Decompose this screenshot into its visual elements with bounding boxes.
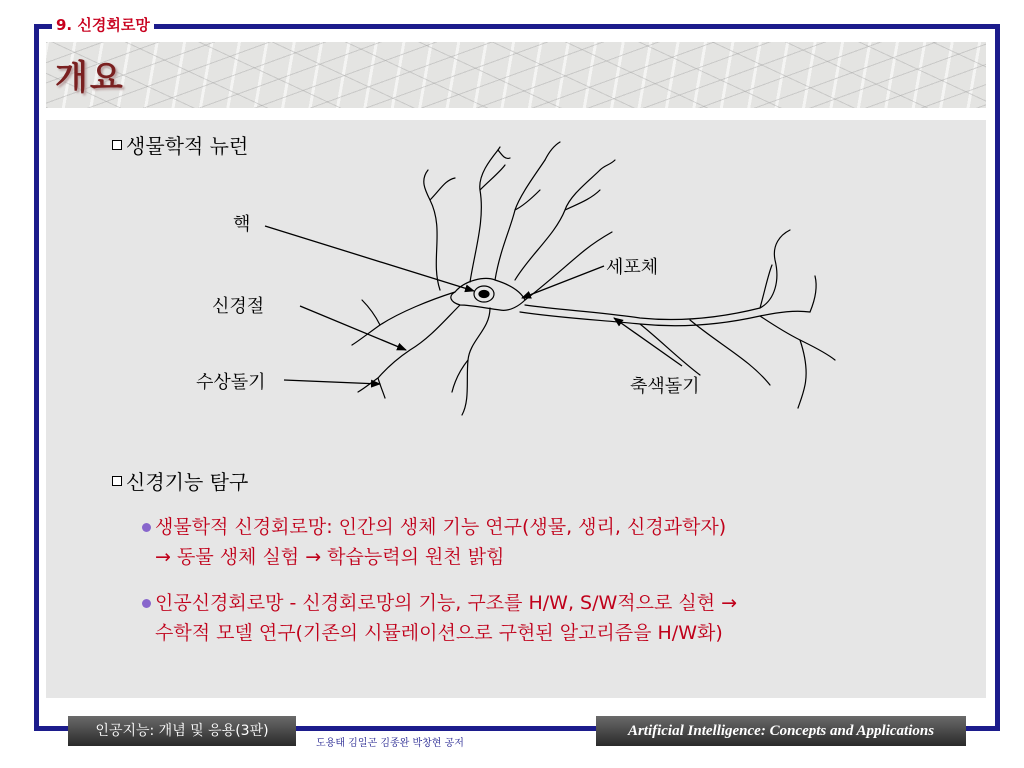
label-dendrite: 수상돌기 bbox=[196, 372, 266, 393]
square-bullet-icon bbox=[112, 476, 122, 486]
round-bullet-icon bbox=[142, 523, 151, 532]
bullet-item-biological bbox=[155, 512, 726, 572]
round-bullet-icon bbox=[142, 599, 151, 608]
section-heading-function bbox=[112, 466, 248, 495]
ganglion-pointer-arrow bbox=[300, 306, 406, 350]
bullet-line: → 동물 생체 실험 → 학습능력의 원천 밝힘 bbox=[155, 546, 505, 568]
label-nucleus: 핵 bbox=[233, 214, 251, 235]
neuron-outline bbox=[352, 142, 835, 415]
cell-body-pointer-arrow bbox=[522, 266, 604, 298]
page-title: 개요 bbox=[55, 58, 125, 98]
nucleus-pointer-arrow bbox=[265, 226, 474, 291]
bullet-line: 인공신경회로망 - 신경회로망의 기능, 구조를 H/W, S/W적으로 실현 → bbox=[155, 592, 738, 614]
bullet-line: 수학적 모델 연구(기존의 시뮬레이션으로 구현된 알고리즘을 H/W화) bbox=[155, 622, 723, 644]
chapter-label: 9. 신경회로망 bbox=[52, 14, 154, 36]
label-axon: 축색돌기 bbox=[630, 376, 700, 397]
dendrite-pointer-arrow bbox=[284, 380, 380, 384]
bullet-line: 생물학적 신경회로망: 인간의 생체 기능 연구(생물, 생리, 신경과학자) bbox=[155, 516, 727, 538]
footer-book-title: 인공지능: 개념 및 응용(3판) bbox=[68, 716, 296, 746]
bullet-item-artificial bbox=[155, 588, 737, 648]
footer-authors: 도용태 김일곤 김종완 박창현 공저 bbox=[316, 738, 464, 749]
section-heading-text: 신경기능 탐구 bbox=[126, 470, 249, 494]
section-heading-text: 생물학적 뉴런 bbox=[126, 134, 249, 158]
label-cell-body: 세포체 bbox=[606, 257, 659, 278]
label-ganglion: 신경절 bbox=[212, 296, 265, 317]
footer-english-title: Artificial Intelligence: Concepts and Applications bbox=[596, 716, 966, 746]
